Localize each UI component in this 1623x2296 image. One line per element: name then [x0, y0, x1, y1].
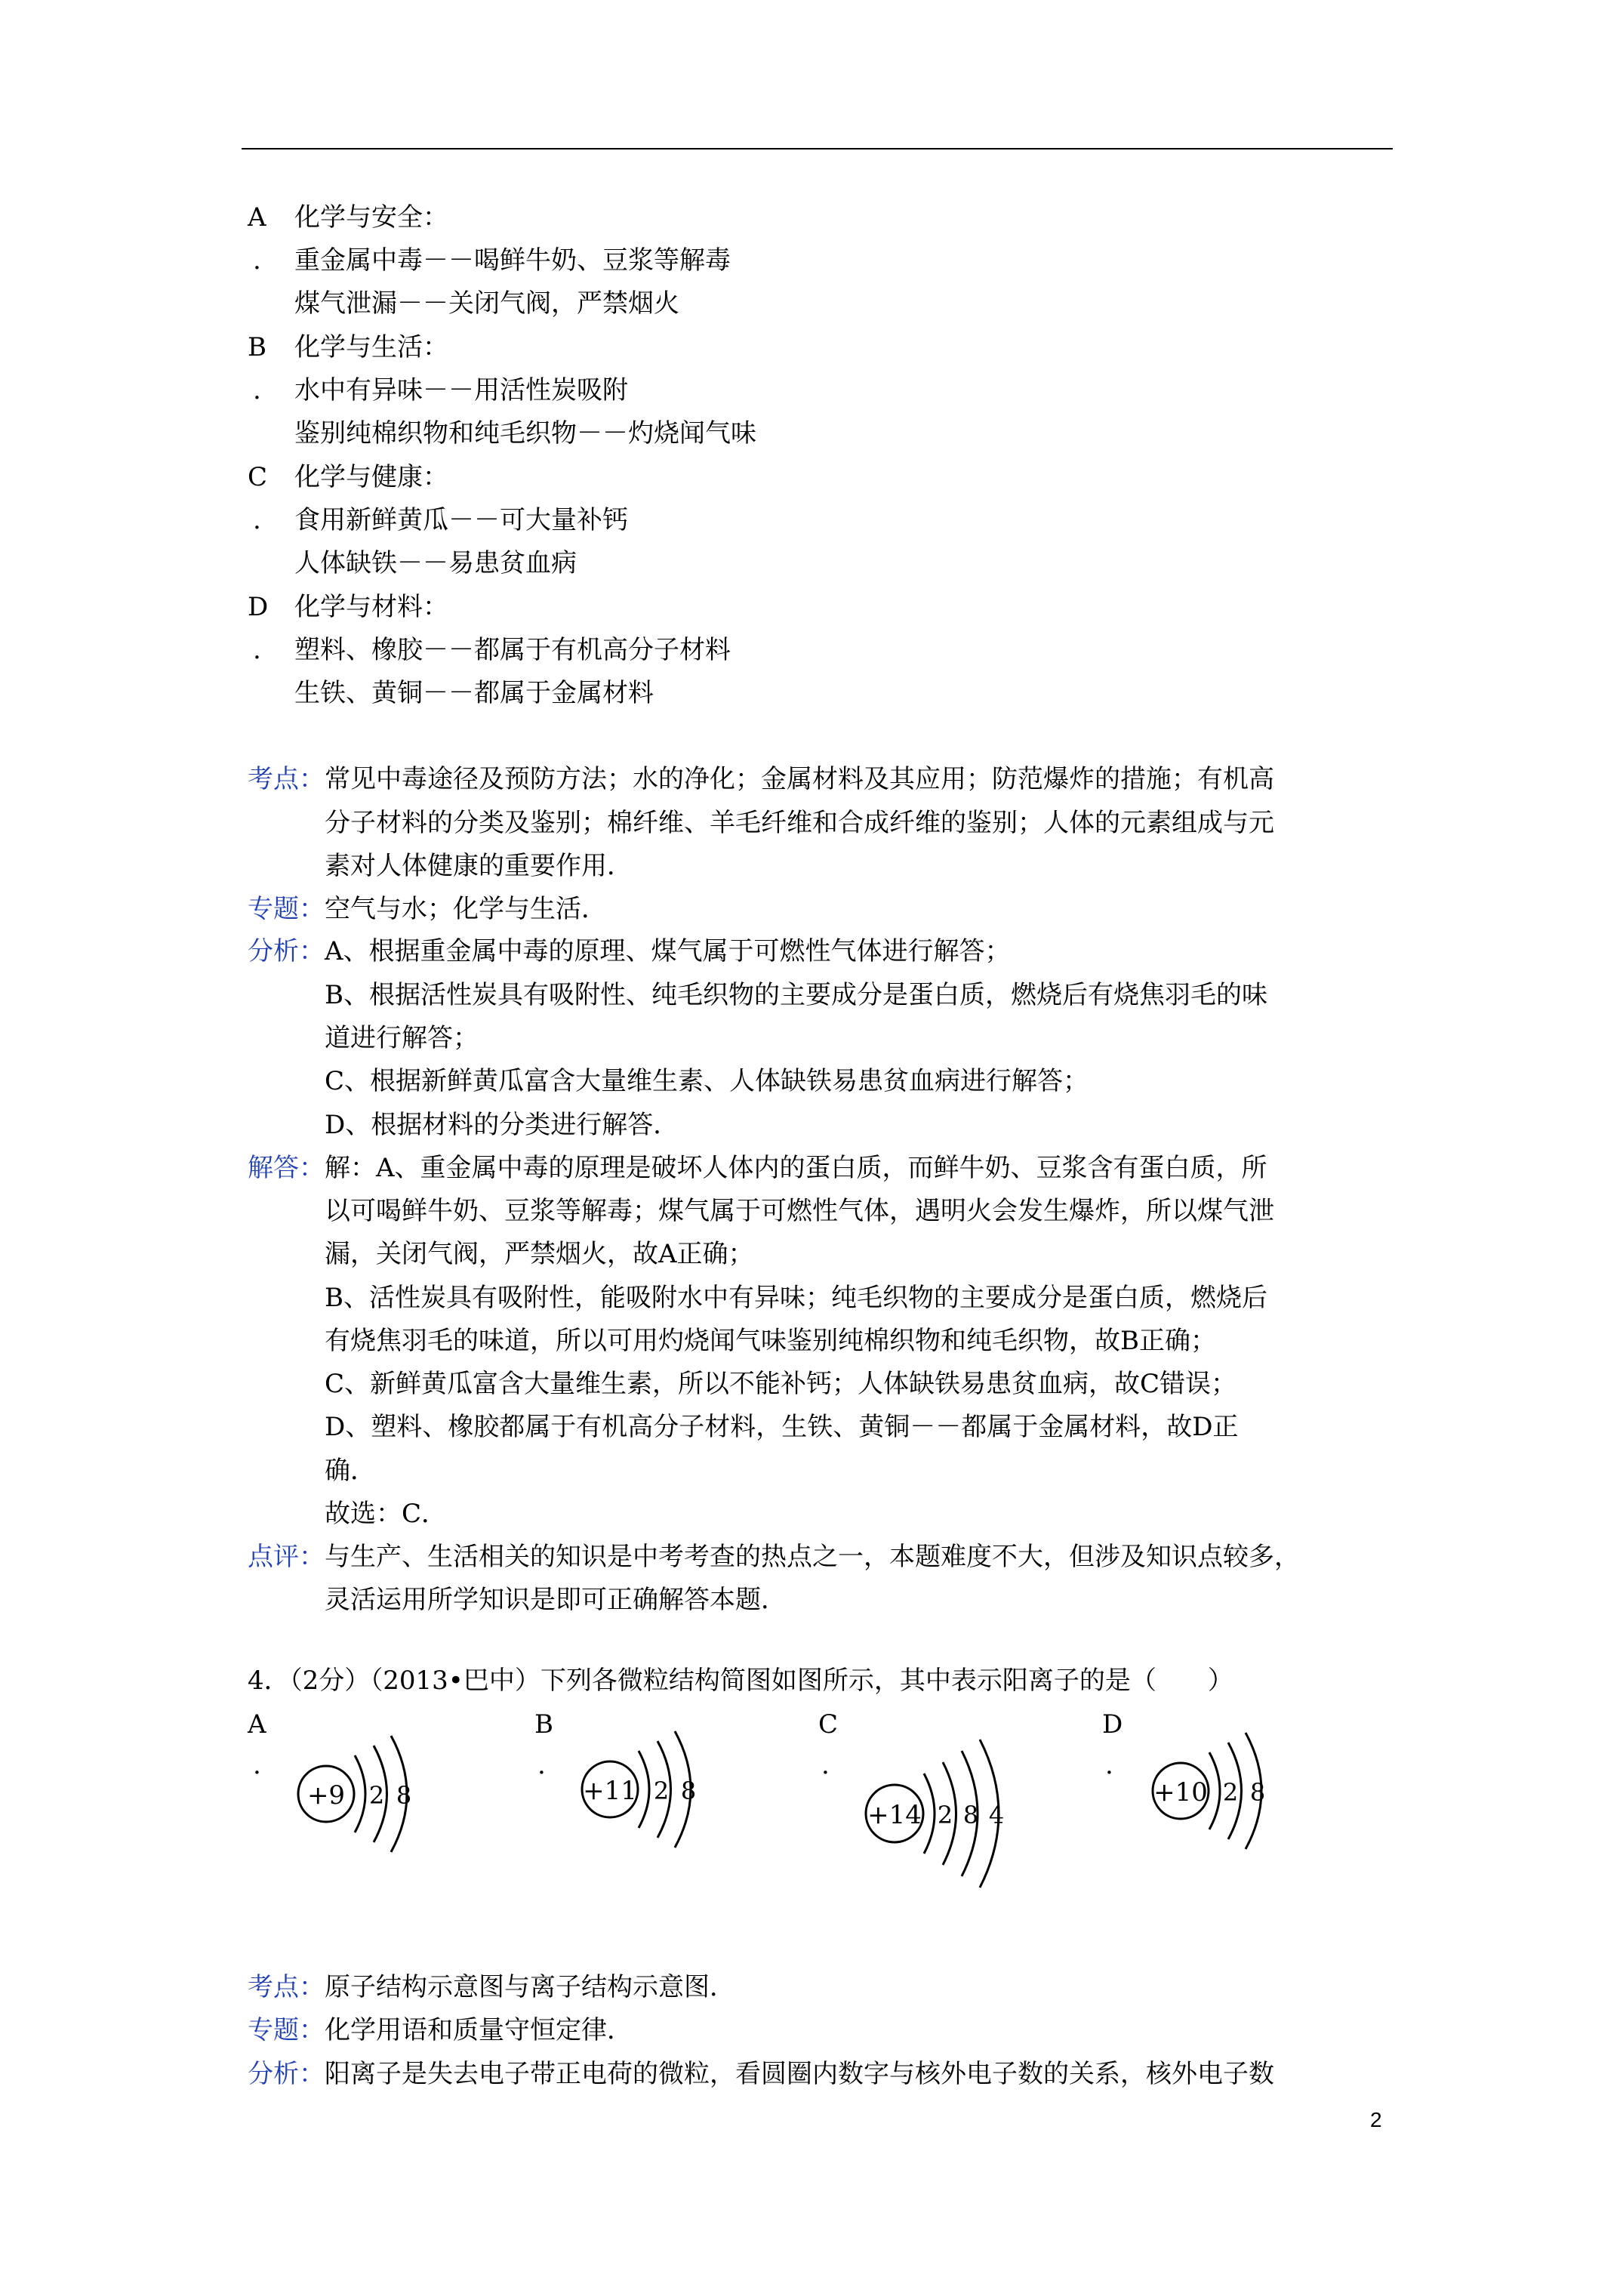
- option-d-dot: .: [253, 635, 261, 665]
- q4-zhuanti-label: 专题：: [248, 2015, 325, 2045]
- jieda-text: 解：A、重金属中毒的原理是破坏人体内的蛋白质，而鲜牛奶、豆浆含有蛋白质，所: [325, 1153, 1267, 1183]
- option-b-title: 化学与生活：: [294, 332, 448, 362]
- option-a-title: 化学与安全：: [294, 202, 448, 233]
- jieda-text: D、塑料、橡胶都属于有机高分子材料，生铁、黄铜－－都属于金属材料，故D正: [325, 1412, 1239, 1442]
- nucleus-charge: +11: [583, 1776, 637, 1806]
- question-4-stem: 4．（2分）（2013•巴中）下列各微粒结构简图如图所示，其中表示阳离子的是（ ）: [248, 1666, 1233, 1696]
- jieda-text: 漏，关闭气阀，严禁烟火，故A正确；: [325, 1239, 754, 1269]
- option-d-item: 塑料、橡胶－－都属于有机高分子材料: [294, 635, 731, 665]
- q4-option-b-letter: B: [534, 1709, 553, 1740]
- shell-electrons: 4: [988, 1801, 1005, 1829]
- option-a-letter: A: [248, 202, 266, 233]
- shell-electrons: 8: [962, 1801, 979, 1829]
- q4-option-a-letter: A: [248, 1709, 266, 1740]
- q4-kaodian-label: 考点：: [248, 1972, 325, 2002]
- option-b-item: 水中有异味－－用活性炭吸附: [294, 375, 628, 405]
- q4-option-c-dot: .: [821, 1750, 830, 1780]
- shell-electrons: 2: [1222, 1778, 1239, 1807]
- q4-zhuanti-text: 化学用语和质量守恒定律．: [325, 2015, 633, 2045]
- option-a-item: 重金属中毒－－喝鲜牛奶、豆浆等解毒: [294, 245, 731, 276]
- kaodian-text: 素对人体健康的重要作用．: [325, 851, 633, 881]
- nucleus-charge: +10: [1153, 1777, 1208, 1808]
- jieda-text: C、新鲜黄瓜富含大量维生素，所以不能补钙；人体缺铁易患贫血病，故C错误；: [325, 1369, 1237, 1399]
- fenxi-label: 分析：: [248, 936, 325, 966]
- option-d-letter: D: [248, 592, 269, 622]
- kaodian-text: 分子材料的分类及鉴别；棉纤维、羊毛纤维和合成纤维的鉴别；人体的元素组成与元: [325, 808, 1274, 838]
- shell-electrons: 2: [368, 1781, 385, 1810]
- fenxi-text: 道进行解答；: [325, 1023, 479, 1053]
- option-c-title: 化学与健康：: [294, 462, 448, 492]
- zhuanti-text: 空气与水；化学与生活．: [325, 894, 607, 924]
- dianping-text: 与生产、生活相关的知识是中考考查的热点之一，本题难度不大，但涉及知识点较多，: [325, 1542, 1300, 1572]
- zhuanti-label: 专题：: [248, 894, 325, 924]
- q4-fenxi-label: 分析：: [248, 2059, 325, 2089]
- shell-electrons: 8: [396, 1781, 412, 1810]
- q4-option-d-dot: .: [1105, 1750, 1113, 1780]
- option-c-dot: .: [253, 505, 261, 535]
- option-a-item: 煤气泄漏－－关闭气阀，严禁烟火: [294, 288, 679, 319]
- q4-fenxi-text: 阳离子是失去电子带正电荷的微粒，看圆圈内数字与核外电子数的关系，核外电子数: [325, 2059, 1274, 2089]
- kaodian-text: 常见中毒途径及预防方法；水的净化；金属材料及其应用；防范爆炸的措施；有机高: [325, 764, 1274, 794]
- shell-electrons: 8: [680, 1777, 697, 1805]
- dianping-text: 灵活运用所学知识是即可正确解答本题．: [325, 1585, 787, 1615]
- dianping-label: 点评：: [248, 1542, 325, 1572]
- nucleus-charge: +9: [306, 1780, 346, 1811]
- q4-kaodian-text: 原子结构示意图与离子结构示意图．: [325, 1972, 735, 2002]
- particle-diagram-a: [298, 1736, 411, 1852]
- fenxi-text: C、根据新鲜黄瓜富含大量维生素、人体缺铁易患贫血病进行解答；: [325, 1066, 1089, 1096]
- shell-electrons: 8: [1249, 1778, 1266, 1807]
- jieda-text: 有烧焦羽毛的味道，所以可用灼烧闻气味鉴别纯棉织物和纯毛织物，故B正确；: [325, 1326, 1216, 1356]
- option-b-item: 鉴别纯棉织物和纯毛织物－－灼烧闻气味: [294, 418, 756, 448]
- option-d-item: 生铁、黄铜－－都属于金属材料: [294, 678, 654, 708]
- q4-option-d-letter: D: [1102, 1709, 1123, 1740]
- option-c-item: 食用新鲜黄瓜－－可大量补钙: [294, 505, 628, 535]
- particle-diagram-b: [582, 1731, 696, 1848]
- option-b-letter: B: [248, 332, 266, 362]
- option-c-letter: C: [248, 462, 268, 492]
- kaodian-label: 考点：: [248, 764, 325, 794]
- q4-option-b-dot: .: [537, 1750, 546, 1780]
- option-d-title: 化学与材料：: [294, 592, 448, 622]
- jieda-text: 确．: [325, 1456, 376, 1486]
- nucleus-charge: +14: [867, 1800, 922, 1830]
- option-c-item: 人体缺铁－－易患贫血病: [294, 548, 577, 578]
- shell-electrons: 2: [653, 1777, 670, 1805]
- option-a-dot: .: [253, 245, 261, 276]
- option-b-dot: .: [253, 375, 261, 405]
- q4-option-c-letter: C: [818, 1709, 839, 1740]
- particle-diagram-c: [866, 1740, 1004, 1888]
- fenxi-text: A、根据重金属中毒的原理、煤气属于可燃性气体进行解答；: [325, 936, 1011, 966]
- fenxi-text: B、根据活性炭具有吸附性、纯毛织物的主要成分是蛋白质，燃烧后有烧焦羽毛的味: [325, 980, 1267, 1010]
- jieda-text: 故选：C．: [325, 1499, 448, 1529]
- page-number: 2: [1370, 2108, 1382, 2131]
- fenxi-text: D、根据材料的分类进行解答．: [325, 1110, 679, 1140]
- jieda-label: 解答：: [248, 1153, 325, 1183]
- particle-diagram-d: [1153, 1733, 1265, 1849]
- q4-option-a-dot: .: [253, 1750, 261, 1780]
- jieda-text: B、活性炭具有吸附性，能吸附水中有异味；纯毛织物的主要成分是蛋白质，燃烧后: [325, 1283, 1267, 1313]
- jieda-text: 以可喝鲜牛奶、豆浆等解毒；煤气属于可燃性气体，遇明火会发生爆炸，所以煤气泄: [325, 1196, 1274, 1226]
- shell-electrons: 2: [937, 1801, 953, 1829]
